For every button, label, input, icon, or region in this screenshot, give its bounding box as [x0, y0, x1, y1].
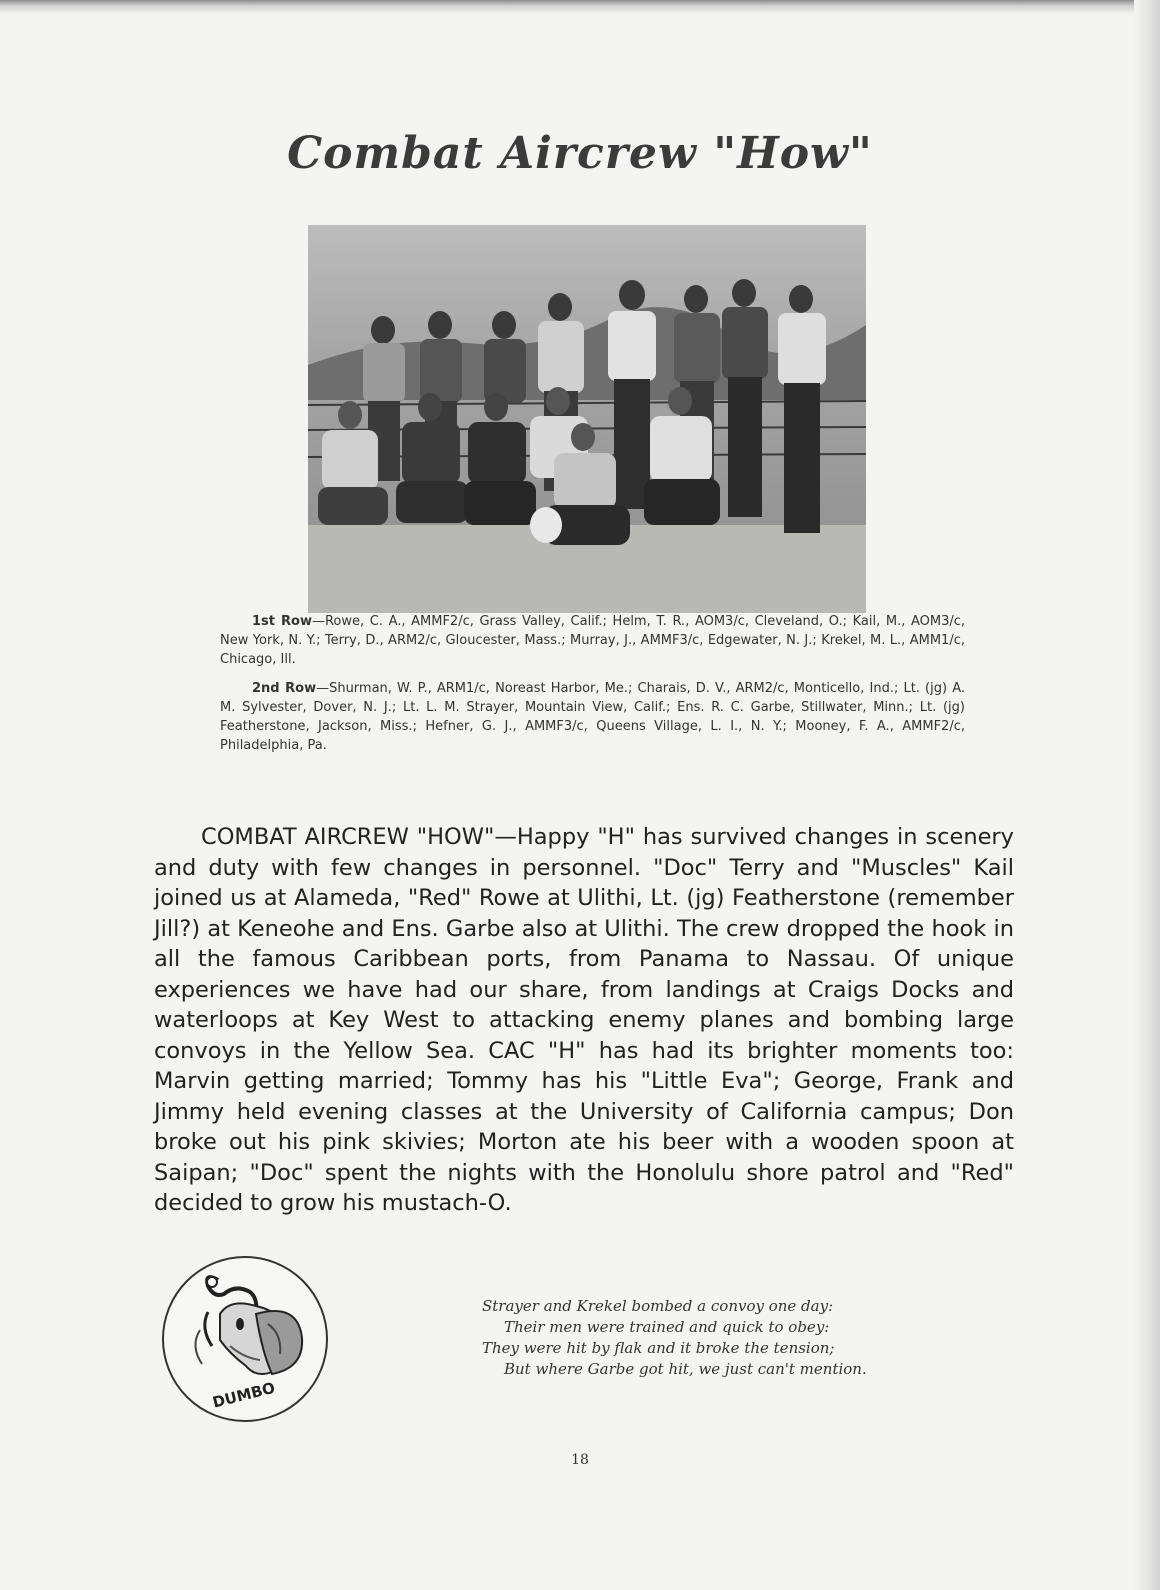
poem-line-4: But where Garbe got hit, we just can't mention. — [504, 1360, 867, 1378]
second-row-names: —Shurman, W. P., ARM1/c, Noreast Harbor, Me.; Charais, D. V., ARM2/c, Monticello, Ind.; Lt. (jg) A. M. Sylvester, Dover, N. J.; Lt. L. M. Strayer, Mountain View, Calif.; Ens. R. C. Garbe, Stillwater, Minn.; Lt. (jg) Featherstone, Jackson, Miss.; Hefner, G. J., AMMF3/c, Queens Village, L. I., N. Y.; Mooney, F. A., AMMF2/c, Philadelphia, Pa. — [220, 681, 965, 753]
page-top-edge — [0, 0, 1160, 14]
poem-line-2: Their men were trained and quick to obey: — [504, 1318, 830, 1336]
caption-second-row — [220, 679, 965, 755]
crew-group-photo — [308, 225, 866, 613]
poem — [482, 1296, 962, 1380]
page-number: 18 — [571, 1452, 589, 1468]
crew-story-paragraph: COMBAT AIRCREW "HOW"—Happy "H" has survived changes in scenery and duty with few changes in personnel. "Doc" Terry and "Muscles" Kail joined us at Alameda, "Red" Rowe at Ulithi, Lt. (jg) Featherstone (remember Jill?) at Keneohe and Ens. Garbe also at Ulithi. The crew dropped the hook in all the famous Caribbean ports, from Panama to Nassau. Of unique experiences we have had our share, from landings at Craigs Docks and waterloops at Key West to attacking enemy planes and bombing large convoys in the Yellow Sea. CAC "H" has had its brighter moments too: Marvin getting married; Tommy has his "Little Eva"; George, Frank and Jimmy held evening classes at the University of California campus; Don broke out his pink skivies; Morton ate his beer with a wooden spoon at Saipan; "Doc" spent the nights with the Honolulu shore patrol and "Red" decided to grow his mustach-O. — [154, 824, 1014, 1216]
first-row-label: 1st Row — [252, 614, 312, 629]
dumbo-emblem — [160, 1254, 330, 1424]
caption-first-row — [220, 612, 965, 669]
first-row-names: —Rowe, C. A., AMMF2/c, Grass Valley, Calif.; Helm, T. R., AOM3/c, Cleveland, O.; Kail, M., AOM3/c, New York, N. Y.; Terry, D., ARM2/c, Gloucester, Mass.; Murray, J., AMMF3/c, Edgewater, N. J.; Krekel, M. L., AMM1/c, Chicago, Ill. — [220, 614, 965, 667]
photo-caption — [220, 612, 965, 765]
page-right-edge — [1134, 0, 1160, 1590]
emblem-label: DUMBO — [210, 1378, 277, 1412]
second-row-label: 2nd Row — [252, 681, 317, 696]
poem-line-3: They were hit by flak and it broke the tension; — [482, 1339, 835, 1357]
page-title: Combat Aircrew "How" — [287, 128, 873, 179]
dumbo-elephant-icon — [160, 1254, 330, 1424]
poem-line-1: Strayer and Krekel bombed a convoy one day: — [482, 1297, 834, 1315]
